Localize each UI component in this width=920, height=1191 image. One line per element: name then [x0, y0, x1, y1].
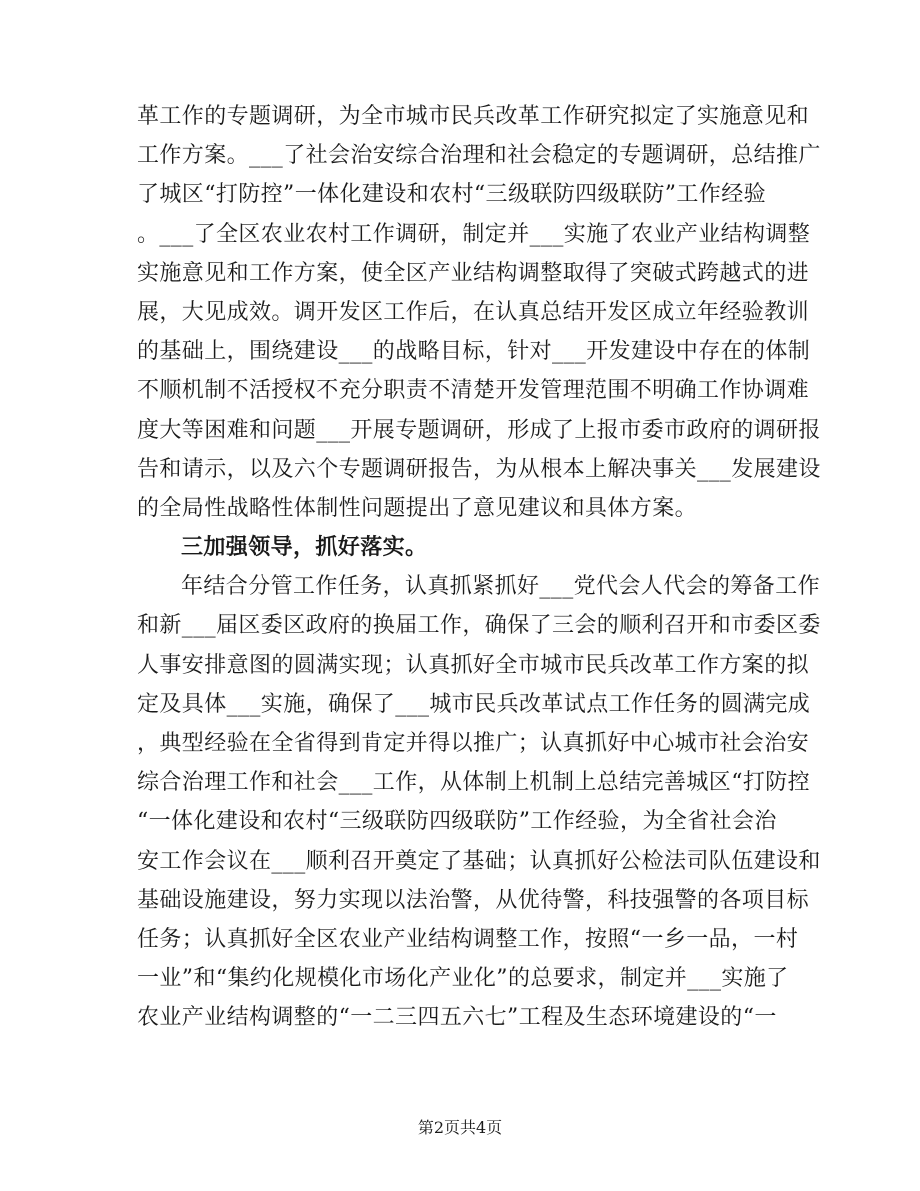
page-number: 第2页共4页: [417, 1118, 503, 1137]
text-line: ，典型经验在全省得到肯定并得以推广；认真抓好中心城市社会治安: [137, 731, 810, 756]
text-line: 和新___届区委区政府的换届工作，确保了三会的顺利召开和市委区委: [137, 613, 821, 639]
text-line: 安工作会议在___顺利召开奠定了基础；认真抓好公检法司队伍建设和: [137, 848, 821, 874]
text-line: 度大等困难和问题___开展专题调研，形成了上报市委市政府的调研报: [137, 417, 821, 443]
text-line: 定及具体___实施，确保了___城市民兵改革试点工作任务的圆满完成: [137, 691, 811, 717]
text-line: 工作方案。___了社会治安综合治理和社会稳定的专题调研，总结推广: [137, 143, 821, 169]
text-line: 任务；认真抓好全区农业产业结构调整工作，按照“一乡一品，一村: [137, 926, 799, 952]
text-line: 人事安排意图的圆满实现；认真抓好全市城市民兵改革工作方案的拟: [137, 652, 810, 678]
text-line: 的全局性战略性体制性问题提出了意见建议和具体方案。: [137, 495, 698, 521]
text-line: 。___了全区农业农村工作调研，制定并___实施了农业产业结构调整: [137, 221, 811, 247]
text-line: 实施意见和工作方案，使全区产业结构调整取得了突破式跨越式的进: [137, 260, 810, 286]
text-line: 告和请示，以及六个专题调研报告，为从根本上解决事关___发展建设: [137, 456, 821, 482]
text-line: “一体化建设和农村“三级联防四级联防”工作经验，为全省社会治: [137, 809, 777, 835]
text-line: 了城区“打防控”一体化建设和农村“三级联防四级联防”工作经验: [137, 182, 766, 208]
paragraph-first-line: 年结合分管工作任务，认真抓紧抓好___党代会人代会的筹备工作: [181, 574, 821, 600]
section-heading: 三加强领导，抓好落实。: [181, 535, 428, 561]
text-line: 一业”和“集约化规模化市场化产业化”的总要求，制定并___实施了: [137, 966, 789, 992]
document-body: [137, 97, 821, 1038]
text-line: 不顺机制不活授权不充分职责不清楚开发管理范围不明确工作协调难: [137, 378, 810, 404]
text-line: 的基础上，围绕建设___的战略目标，针对___开发建设中存在的体制: [137, 339, 811, 365]
text-line: 综合治理工作和社会___工作，从体制上机制上总结完善城区“打防控: [137, 770, 811, 796]
text-line: 基础设施建设，努力实现以法治警，从优待警，科技强警的各项目标: [137, 887, 810, 913]
text-line: 革工作的专题调研，为全市城市民兵改革工作研究拟定了实施意见和: [137, 104, 810, 129]
text-line: 展，大见成效。调开发区工作后，在认真总结开发区成立年经验教训: [137, 299, 810, 325]
text-line: 农业产业结构调整的“一二三四五六七”工程及生态环境建设的“一: [137, 1005, 777, 1031]
